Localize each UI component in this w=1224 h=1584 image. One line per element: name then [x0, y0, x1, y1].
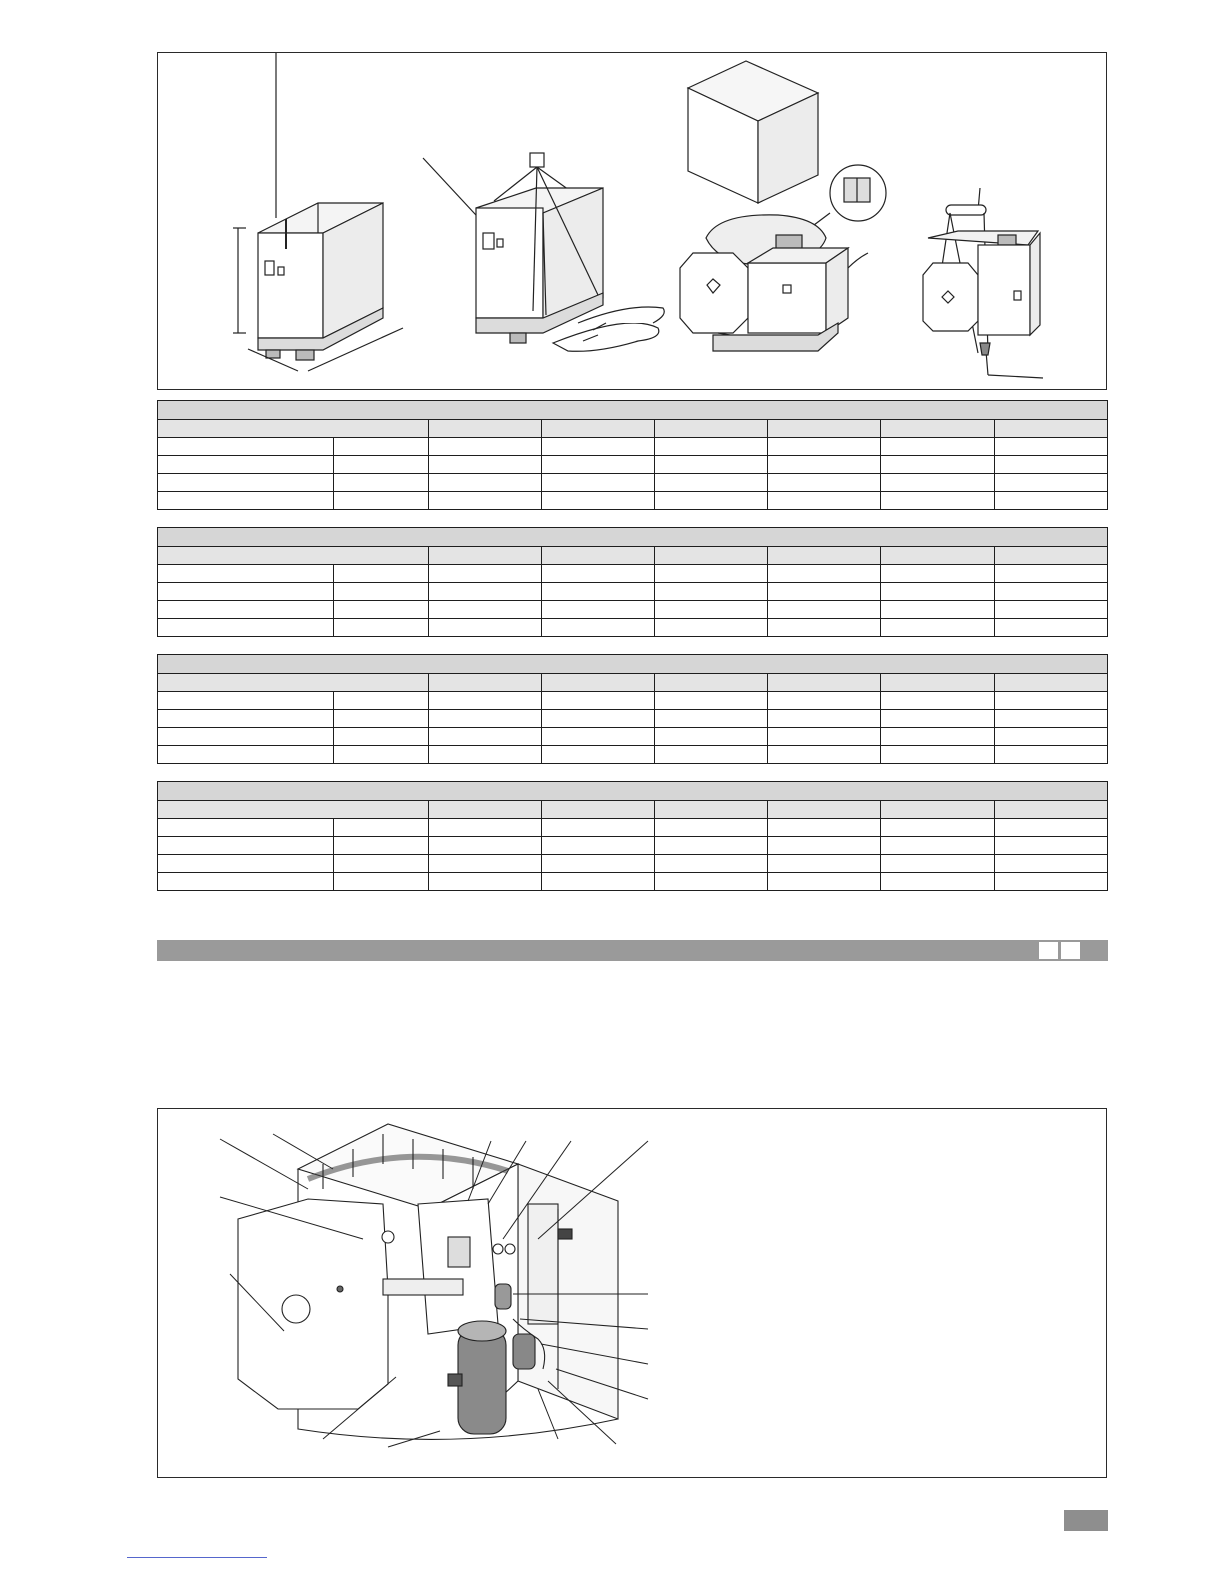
value-cell [541, 438, 654, 456]
forklift-handling-drawing [423, 153, 664, 351]
header-label-cell [158, 674, 429, 692]
unit-cell [334, 837, 428, 855]
header-cell [994, 420, 1107, 438]
value-cell [994, 873, 1107, 891]
value-cell [655, 565, 768, 583]
value-cell [881, 837, 994, 855]
value-cell [881, 619, 994, 637]
header-cell [655, 547, 768, 565]
value-cell [768, 492, 881, 510]
value-cell [768, 619, 881, 637]
header-label-cell [158, 420, 429, 438]
dimensions-table-2 [157, 527, 1108, 637]
row-label-cell [158, 456, 334, 474]
value-cell [994, 456, 1107, 474]
header-cell [881, 547, 994, 565]
page-number-box [1064, 1510, 1108, 1531]
value-cell [428, 728, 541, 746]
value-cell [881, 710, 994, 728]
value-cell [428, 619, 541, 637]
table-header-row [158, 547, 1108, 565]
header-cell [655, 801, 768, 819]
header-cell [768, 801, 881, 819]
unit-cell [334, 619, 428, 637]
dimensions-table-3 [157, 654, 1108, 764]
table-header-row [158, 420, 1108, 438]
components-illustration [158, 1109, 1108, 1479]
section-marker-box [1039, 942, 1058, 959]
table-row [158, 601, 1108, 619]
row-label-cell [158, 474, 334, 492]
row-label-cell [158, 492, 334, 510]
row-label-cell [158, 819, 334, 837]
value-cell [428, 873, 541, 891]
value-cell [428, 456, 541, 474]
value-cell [881, 492, 994, 510]
value-cell [428, 565, 541, 583]
value-cell [428, 601, 541, 619]
value-cell [655, 746, 768, 764]
unit-cell [334, 819, 428, 837]
value-cell [541, 710, 654, 728]
value-cell [768, 855, 881, 873]
value-cell [768, 728, 881, 746]
value-cell [428, 692, 541, 710]
value-cell [541, 492, 654, 510]
value-cell [768, 710, 881, 728]
value-cell [994, 583, 1107, 601]
value-cell [541, 728, 654, 746]
header-cell [655, 420, 768, 438]
header-cell [768, 420, 881, 438]
value-cell [655, 619, 768, 637]
header-cell [541, 801, 654, 819]
value-cell [655, 728, 768, 746]
table-row [158, 492, 1108, 510]
value-cell [655, 456, 768, 474]
table-title-row [158, 782, 1108, 801]
value-cell [655, 474, 768, 492]
value-cell [994, 692, 1107, 710]
table-title-cell [158, 528, 1108, 547]
value-cell [881, 873, 994, 891]
value-cell [994, 710, 1107, 728]
value-cell [655, 819, 768, 837]
value-cell [541, 855, 654, 873]
unit-cell [334, 565, 428, 583]
value-cell [428, 837, 541, 855]
header-cell [994, 547, 1107, 565]
unpacking-drawing [680, 61, 886, 351]
header-cell [768, 674, 881, 692]
header-cell [994, 801, 1107, 819]
value-cell [994, 619, 1107, 637]
value-cell [768, 746, 881, 764]
unit-components-figure [157, 1108, 1107, 1478]
value-cell [768, 837, 881, 855]
value-cell [428, 819, 541, 837]
header-cell [428, 674, 541, 692]
value-cell [881, 728, 994, 746]
value-cell [881, 456, 994, 474]
section-header-bar [157, 940, 1108, 961]
value-cell [655, 837, 768, 855]
table-row [158, 474, 1108, 492]
unit-cell [334, 456, 428, 474]
table-title-cell [158, 655, 1108, 674]
table-title-cell [158, 401, 1108, 420]
value-cell [768, 601, 881, 619]
value-cell [428, 710, 541, 728]
table-row [158, 873, 1108, 891]
row-label-cell [158, 746, 334, 764]
value-cell [428, 855, 541, 873]
row-label-cell [158, 710, 334, 728]
value-cell [541, 692, 654, 710]
row-label-cell [158, 438, 334, 456]
header-cell [881, 801, 994, 819]
value-cell [655, 873, 768, 891]
value-cell [428, 583, 541, 601]
value-cell [994, 728, 1107, 746]
packaging-illustration [158, 53, 1108, 391]
value-cell [881, 474, 994, 492]
value-cell [655, 583, 768, 601]
header-cell [428, 547, 541, 565]
table-header-row [158, 801, 1108, 819]
value-cell [655, 692, 768, 710]
table-title-row [158, 528, 1108, 547]
row-label-cell [158, 728, 334, 746]
value-cell [881, 438, 994, 456]
packaging-handling-figure [157, 52, 1107, 390]
value-cell [768, 819, 881, 837]
row-label-cell [158, 583, 334, 601]
value-cell [768, 438, 881, 456]
value-cell [541, 837, 654, 855]
unit-cell [334, 474, 428, 492]
footer-link[interactable] [127, 1557, 267, 1558]
header-cell [768, 547, 881, 565]
section-marker-box [1061, 942, 1080, 959]
table-row [158, 837, 1108, 855]
header-label-cell [158, 547, 429, 565]
value-cell [994, 601, 1107, 619]
value-cell [541, 583, 654, 601]
table-header-row [158, 674, 1108, 692]
value-cell [881, 692, 994, 710]
table-row [158, 710, 1108, 728]
row-label-cell [158, 619, 334, 637]
value-cell [541, 873, 654, 891]
value-cell [881, 583, 994, 601]
header-cell [428, 420, 541, 438]
table-row [158, 855, 1108, 873]
value-cell [655, 855, 768, 873]
header-cell [541, 547, 654, 565]
table-row [158, 456, 1108, 474]
dimensions-table-4 [157, 781, 1108, 891]
unit-cell [334, 855, 428, 873]
value-cell [994, 855, 1107, 873]
unit-cell [334, 746, 428, 764]
value-cell [994, 837, 1107, 855]
table-row [158, 728, 1108, 746]
table-row [158, 438, 1108, 456]
unit-cell [334, 601, 428, 619]
value-cell [655, 438, 768, 456]
value-cell [994, 565, 1107, 583]
row-label-cell [158, 601, 334, 619]
header-cell [428, 801, 541, 819]
table-row [158, 692, 1108, 710]
value-cell [768, 565, 881, 583]
value-cell [541, 819, 654, 837]
value-cell [655, 601, 768, 619]
value-cell [768, 456, 881, 474]
fan-hood-drawing [238, 1199, 388, 1409]
table-title-row [158, 655, 1108, 674]
unit-cell [334, 492, 428, 510]
value-cell [541, 601, 654, 619]
table-title-row [158, 401, 1108, 420]
value-cell [768, 474, 881, 492]
value-cell [881, 565, 994, 583]
value-cell [655, 710, 768, 728]
control-box-drawing [382, 1199, 498, 1334]
row-label-cell [158, 873, 334, 891]
header-cell [881, 674, 994, 692]
row-label-cell [158, 855, 334, 873]
packed-unit-drawing [233, 53, 403, 371]
table-row [158, 746, 1108, 764]
value-cell [541, 474, 654, 492]
value-cell [768, 873, 881, 891]
value-cell [655, 492, 768, 510]
dimensions-table-1 [157, 400, 1108, 510]
value-cell [541, 619, 654, 637]
header-cell [881, 420, 994, 438]
unit-cell [334, 583, 428, 601]
unit-cell [334, 873, 428, 891]
row-label-cell [158, 837, 334, 855]
value-cell [428, 492, 541, 510]
header-cell [541, 674, 654, 692]
value-cell [428, 474, 541, 492]
table-title-cell [158, 782, 1108, 801]
value-cell [541, 456, 654, 474]
value-cell [881, 746, 994, 764]
value-cell [994, 474, 1107, 492]
compressor-drawing [448, 1321, 506, 1434]
value-cell [428, 746, 541, 764]
header-label-cell [158, 801, 429, 819]
table-row [158, 819, 1108, 837]
value-cell [541, 746, 654, 764]
value-cell [768, 583, 881, 601]
value-cell [541, 565, 654, 583]
header-cell [541, 420, 654, 438]
value-cell [994, 819, 1107, 837]
value-cell [768, 692, 881, 710]
value-cell [881, 819, 994, 837]
value-cell [428, 438, 541, 456]
unit-cell [334, 438, 428, 456]
header-cell [655, 674, 768, 692]
value-cell [881, 855, 994, 873]
value-cell [994, 438, 1107, 456]
unit-cell [334, 728, 428, 746]
row-label-cell [158, 565, 334, 583]
table-row [158, 583, 1108, 601]
crane-lifting-drawing [923, 188, 1043, 378]
table-row [158, 565, 1108, 583]
value-cell [994, 746, 1107, 764]
value-cell [881, 601, 994, 619]
header-cell [994, 674, 1107, 692]
unit-cell [334, 692, 428, 710]
unit-cell [334, 710, 428, 728]
table-row [158, 619, 1108, 637]
row-label-cell [158, 692, 334, 710]
value-cell [994, 492, 1107, 510]
